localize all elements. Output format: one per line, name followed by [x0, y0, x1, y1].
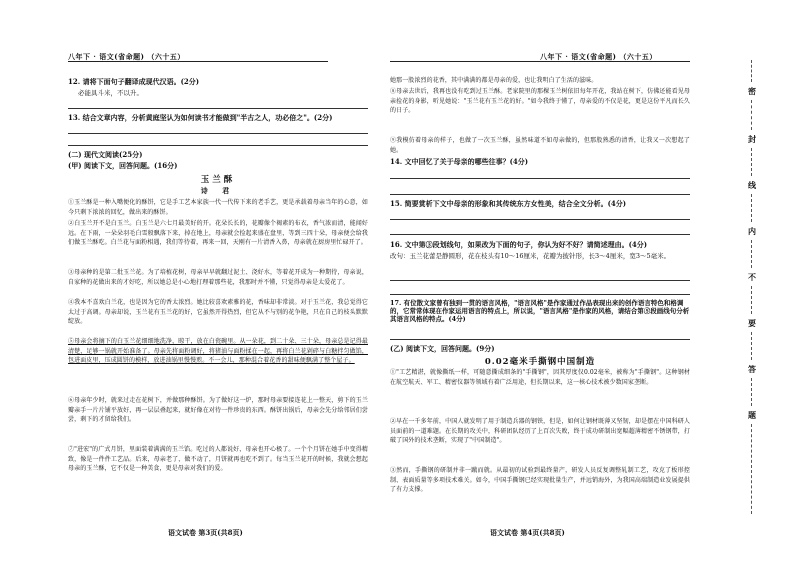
paragraph-5-underlined: ⑤母亲会将摘下的白玉兰花细细地洗净，晾干，放在白瓷碗里。从一朵花，到二十朵、三十朵，母亲总是记得最清楚，足够一锅就开始准备了。母亲先将面粉调好，将猪油与面粉揉在一起，再将白兰花剁碎与白糖拌匀做馅，包进面皮里，压成圆饼的模样，放进油锅里慢慢煎。不一会儿，那种混合着花香的甜味便飘满了整个屋子。: [68, 338, 368, 365]
left-page-footer: 语文试卷 第3页(共8页): [168, 528, 243, 537]
answer-line-13b[interactable]: [68, 145, 368, 146]
article-b-paragraph-2: ②早在一千多年前，中国人就发明了用于制造兵器的钢铁，但是，如何让钢材既薄又坚韧，却是摆在中国科研人员面前的一道难题。在长期的攻关中，科研团队经历了上百次失败，终于成功研制出宽幅超薄精密不锈钢带，打破了国外的技术垄断，实现了"中国制造"。: [390, 418, 690, 445]
article-b-paragraph-1: ①"工艺精湛，就像撕纸一样，可随意撕成细条的"手撕钢"，因其厚度仅0.02毫米，被称为"手撕钢"。这种钢材在航空航天、军工、精密仪器等领域有着广泛用途，但长期以来，这一核心技术被少数国家垄断。: [390, 369, 690, 386]
question-16-alt-sentence: 改句：玉兰花蕾是静圆形，花在枝头有10～16厘米，花瓣为披针形，长3～4厘米，宽3～5毫米。: [390, 252, 671, 260]
seal-char: 内: [748, 226, 756, 236]
seal-char: 不: [748, 272, 756, 282]
seal-dash: [751, 286, 752, 314]
paragraph-4: ④我本不喜欢白兰花，也是因为它的香太浓烈。她比较喜欢素雅的花，香味却非常淡。对于玉兰花，我总觉得它太过于高调。母亲却说，玉兰花有玉兰花的好，它虽然开得热烈，但它从不与别的花争艳，只在自己的枝头默默绽放。: [68, 299, 368, 326]
answer-line-15b[interactable]: [390, 234, 690, 235]
question-12-sentence: 必能具斗米，不以升。: [78, 89, 143, 97]
seal-dash: [751, 148, 752, 176]
seal-char: 题: [748, 410, 756, 420]
seal-dash: [751, 424, 752, 514]
answer-line-13a[interactable]: [68, 133, 368, 134]
seal-dash: [751, 60, 752, 82]
seal-dash: [751, 332, 752, 360]
paragraph-6: ⑥母亲年少时，就来过走在花树下，并做那种酥饼。为了做好这一炉，那时母亲要接连花上一整天，剪下的玉兰瓣亲手一片片铺平放好，再一层层叠起来，就好像在对待一件珍贵的东西。酥饼出锅后，母亲会先分给邻居们尝尝，剩下的才留给我们。: [68, 397, 368, 424]
right-header-rule: [390, 61, 690, 62]
article-b-title: 0.02毫米手撕钢中国制造: [484, 357, 596, 367]
answer-line-14b[interactable]: [390, 194, 690, 195]
question-15: 15. 简要赏析下文中母亲的形象和其传统东方女性美，结合全文分析。(4分): [390, 199, 627, 208]
paragraph-7-cont: 她那一股浓烈的花香，其中满满的都是母亲的爱，也让我明白了生活的滋味。: [390, 77, 598, 84]
answer-line-16b[interactable]: [390, 294, 690, 295]
seal-dash: [751, 100, 752, 130]
question-13: 13. 结合文章内容，分析黄庭坚认为如何读书才能做到"半古之人，功必倍之"。(2分): [68, 113, 333, 122]
question-14: 14. 文中回忆了关于母亲的哪些往事？(4分): [390, 157, 529, 166]
answer-line-17[interactable]: [390, 339, 690, 340]
seal-char: 密: [748, 86, 756, 96]
paragraph-7: ⑦"进宏"的广式月饼，里面装着满满的玉兰馅。吃过的人都说好，母亲也开心极了。一个个月饼在她手中变得精致，像是一件件工艺品。后来，母亲老了，做不动了，月饼就再也吃不到了。每当玉兰花开的时候，我就会想起母亲的玉兰酥，它不仅是一种美食，更是母亲对我们的爱。: [68, 446, 368, 473]
paragraph-3: ③母亲种的是第二批玉兰花。为了培植花树，母亲早早就翻过泥土、浇好水，等着花开成为一种期待，母亲说，自家种的花做出来的才好吃，所以她总是小心地打理着那些花，我那时并不懂，只觉得母亲是太爱花了。: [68, 269, 368, 286]
answer-line-14a[interactable]: [390, 178, 690, 179]
article-title: 玉兰酥: [200, 175, 236, 185]
question-12: 12. 请将下面句子翻译成现代汉语。(2分): [68, 77, 200, 86]
answer-line-16a[interactable]: [390, 280, 690, 281]
seal-line-strip: [742, 60, 762, 520]
article-author: 诗 君: [200, 186, 236, 195]
subsection-b-heading: (乙) 阅读下文，回答问题。(9分): [390, 344, 495, 353]
left-page: [60, 0, 370, 561]
seal-char: 要: [748, 318, 756, 328]
left-header-rule: [68, 61, 328, 62]
answer-line-12[interactable]: [68, 108, 368, 109]
left-page-header: 八年下 · 语文(省命题) （六十五）: [68, 52, 185, 61]
paragraph-9: ⑨我模仿着母亲的样子，也做了一次玉兰酥，虽然味道不如母亲做的，但那股熟悉的清香，让我又一次想起了她。: [390, 137, 690, 154]
paragraph-2: ②白玉兰开不是白玉兰。白玉兰是六七月最美好的开。花朵长长的，花瓣像个褐素的布衣，香气浓而清，能闻好远。在下雨，一朵朵羽毛白雪般飘落下来，掉在地上，母亲就会捡起来盛在盘里，等到三四十朵，母亲便会给我们做玉兰酥吃。白兰花与面粉相遇，我们等待着，再来一回，天刚有一片清香入鼻，母亲就在厨房里忙碌开了。: [68, 220, 368, 247]
article-b-paragraph-3: ③然而，手撕钢的研制并非一蹴而就。从最初的试验到最终量产，研发人员反复调整轧制工艺，攻克了板形控制、表面质量等多项技术难关。如今，中国手撕钢已经实现批量生产，并远销海外，为我国高端制造业发展提供了有力支撑。: [390, 467, 690, 494]
seal-dash: [751, 194, 752, 222]
paragraph-1: ①玉兰酥是一种入嘴便化的酥饼，它是手工艺本家族一代一代传下来的老手艺，更是承载着母亲当年的心意，如今只剩下浓浓的回忆，做出来的酥饼。: [68, 199, 368, 216]
seal-dash: [751, 378, 752, 406]
right-page-header: 八年下 · 语文(省命题) （六十五）: [540, 52, 657, 61]
subsection-heading: (甲) 阅读下文，回答问题。(16分): [68, 161, 178, 170]
right-page-footer: 语文试卷 第4页(共8页): [490, 528, 565, 537]
question-17: 17. 有位散文家曾有独到一贯的语言风格，"语言风格"是作家通过作品表现出来的创作语言特色和格调的，它常常体现在作家运用语言的特点上，所以说，"语言风格"是作家的风格，请结合第⑤段画线句分析其语言风格的特点。(4分): [390, 299, 690, 323]
question-16: 16. 文中第③段划线句，如果改为下面的句子，你认为好不好？请简述理由。(4分): [390, 240, 648, 249]
seal-char: 封: [748, 134, 756, 144]
seal-dash: [751, 240, 752, 268]
paragraph-8: ⑧母亲去世后，我再也没有吃到过玉兰酥。老家院里的那棵玉兰树依旧每年开花，我站在树下，仿佛还能看见母亲捡花的身影，听见她说："玉兰花有玉兰花的好。"如今我终于懂了，母亲爱的不仅是花，更是这份平凡而长久的日子。: [390, 88, 690, 115]
seal-char: 线: [748, 180, 756, 190]
right-page: [390, 0, 690, 561]
seal-char: 答: [748, 364, 756, 374]
section-heading: (二) 现代文阅读(25分): [68, 150, 143, 159]
answer-line-15a[interactable]: [390, 219, 690, 220]
